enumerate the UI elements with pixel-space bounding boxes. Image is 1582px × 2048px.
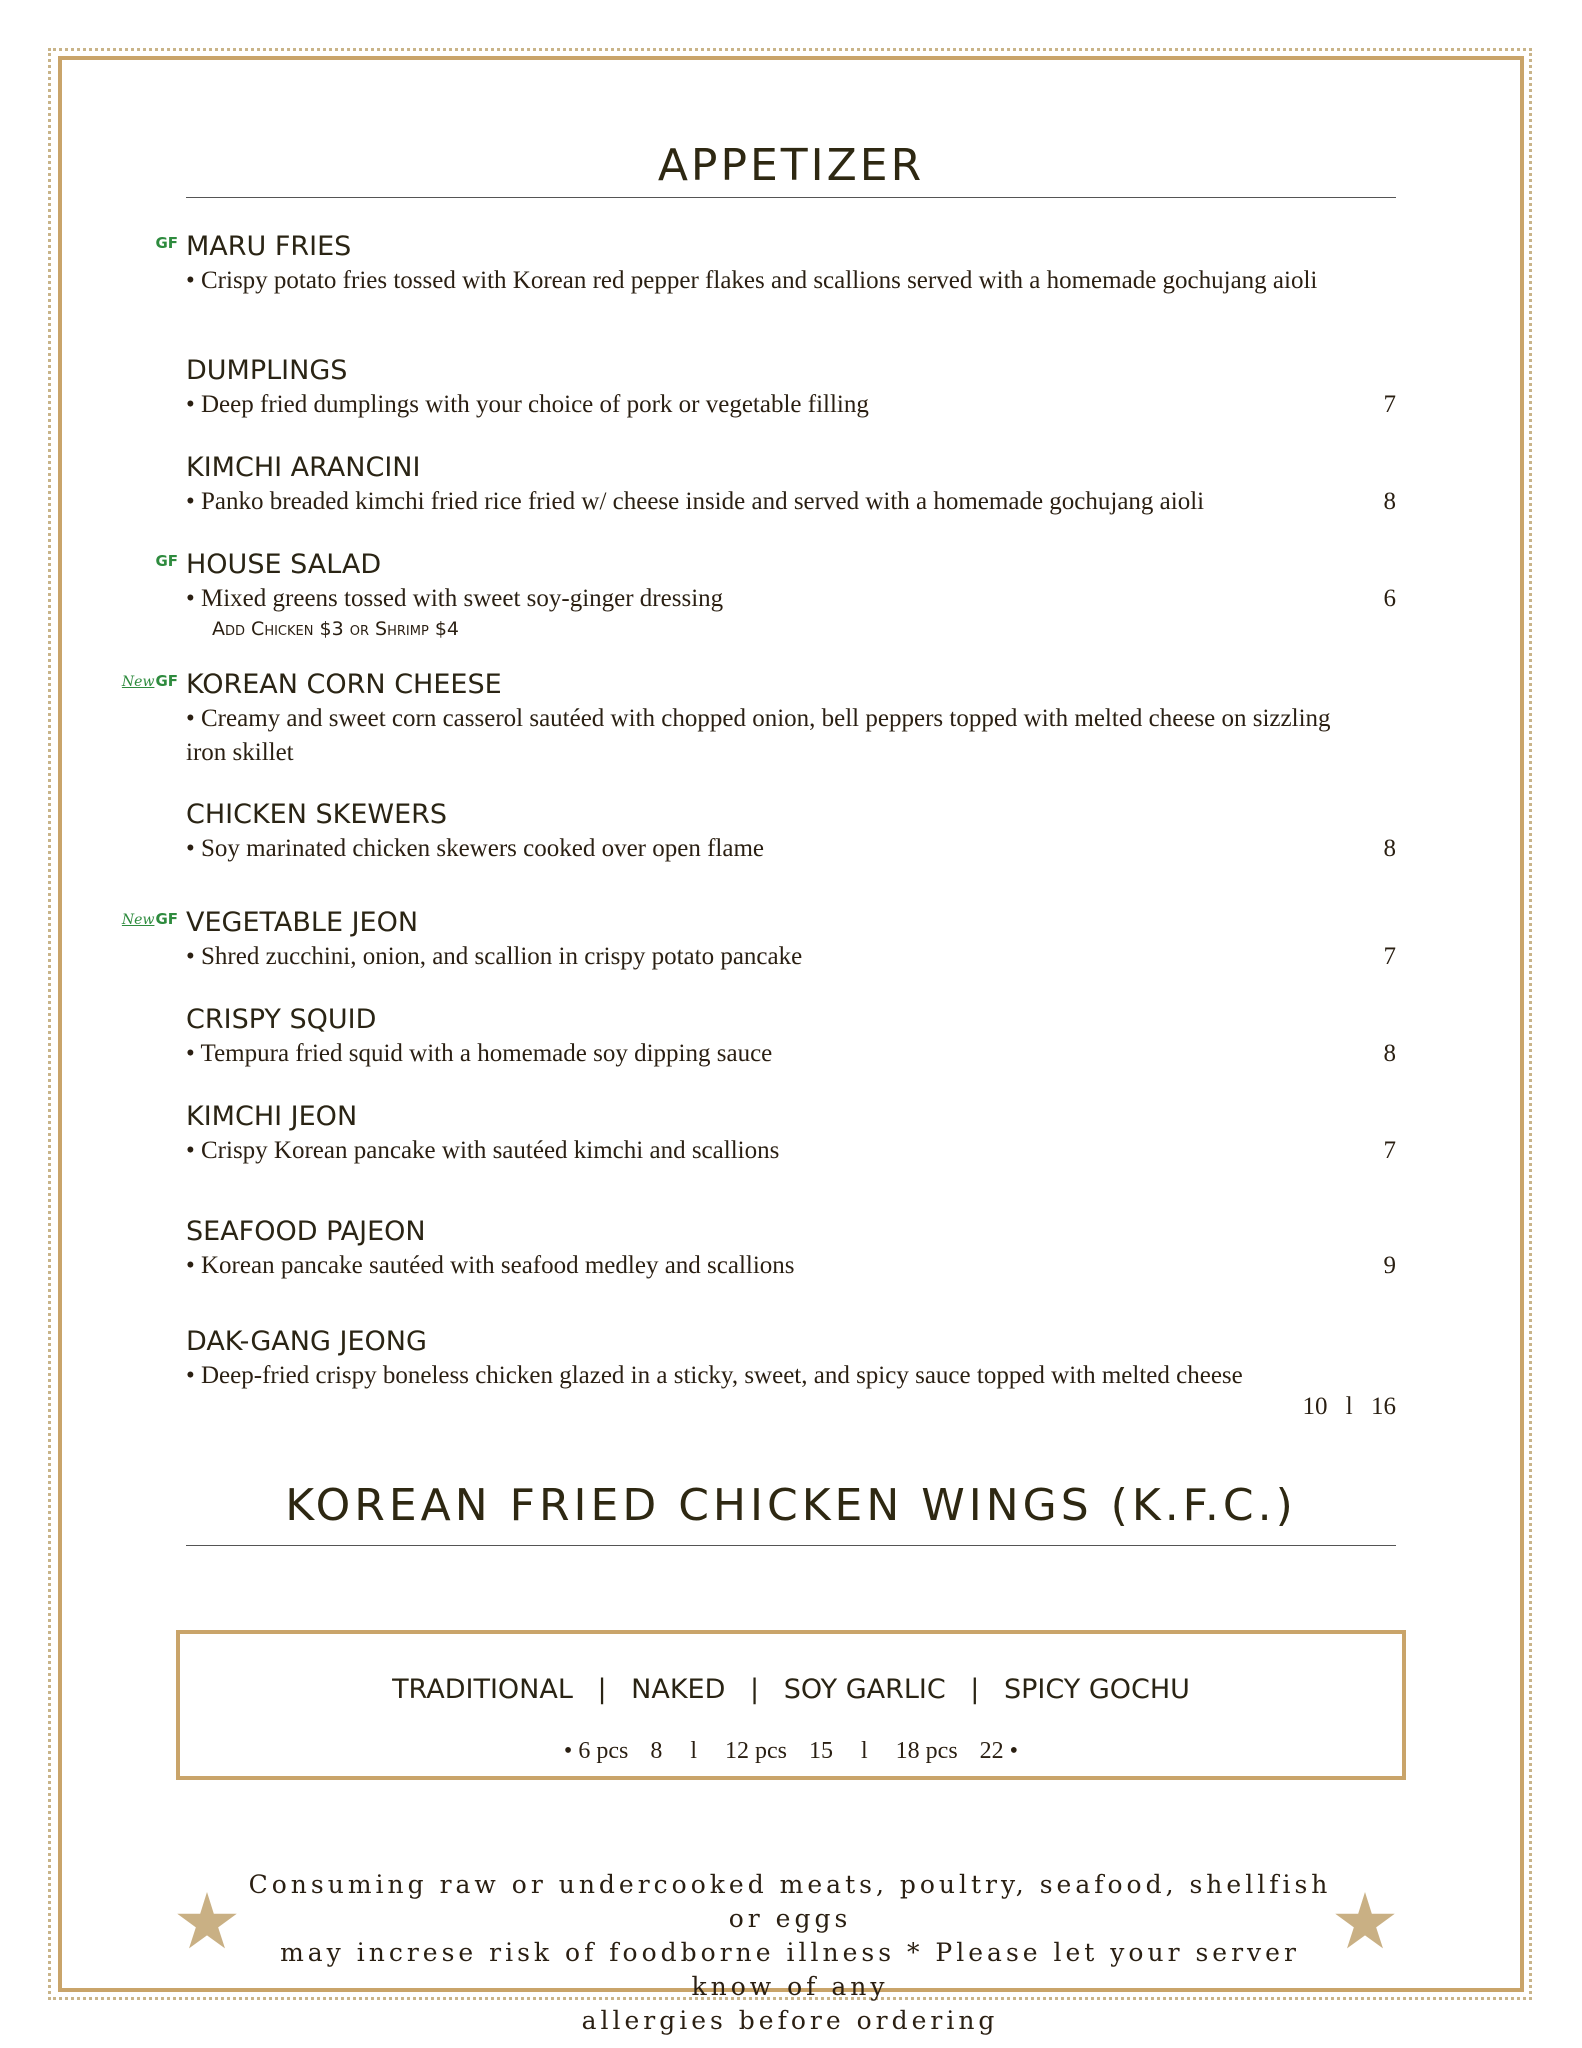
- flavor-naked: NAKED: [631, 1674, 726, 1705]
- kfc-title: KOREAN FRIED CHICKEN WINGS (K.F.C.): [285, 1480, 1297, 1531]
- item-description: • Tempura fried squid with a homemade soy dipping sauce: [186, 1040, 773, 1067]
- item-description: • Creamy and sweet corn casserol sautéed with chopped onion, bell peppers topped with melted cheese on sizzling iron skillet: [186, 705, 1331, 766]
- allergy-disclaimer: [240, 1868, 1340, 2038]
- item-name: VEGETABLE JEON: [186, 907, 419, 938]
- menu-item-seafood-pajeon: [186, 1215, 1396, 1283]
- price-separator: l: [1345, 1393, 1353, 1420]
- portion-pricing: [180, 1738, 1402, 1765]
- item-price: 9: [1383, 1252, 1396, 1279]
- flavor-spicy-gochu: SPICY GOCHU: [1004, 1674, 1190, 1705]
- item-price: 7: [1383, 1137, 1396, 1164]
- item-name: DAK-GANG JEONG: [186, 1326, 427, 1357]
- item-price: 6: [1383, 585, 1396, 612]
- menu-item-kimchi-arancini: [186, 451, 1396, 519]
- flavor-soy-garlic: SOY GARLIC: [783, 1674, 946, 1705]
- kfc-options-box: [176, 1630, 1406, 1780]
- item-name: HOUSE SALAD: [186, 549, 382, 580]
- item-description: • Shred zucchini, onion, and scallion in crispy potato pancake: [186, 943, 803, 970]
- item-name: SEAFOOD PAJEON: [186, 1216, 426, 1247]
- portion-6: 6 pcs 8: [578, 1738, 663, 1764]
- disclaimer-line: allergies before ordering: [581, 2006, 999, 2035]
- portion-separator: l: [861, 1738, 868, 1764]
- item-price: 8: [1383, 835, 1396, 862]
- price-large: 16: [1371, 1393, 1396, 1420]
- gf-badge: GF: [155, 552, 178, 570]
- item-price: 7: [1383, 943, 1396, 970]
- appetizer-title: APPETIZER: [657, 140, 925, 191]
- item-description: • Panko breaded kimchi fried rice fried w/ cheese inside and served with a homemade gochujang aioli: [186, 488, 1205, 515]
- item-name: CHICKEN SKEWERS: [186, 799, 448, 830]
- item-description: • Crispy potato fries tossed with Korean red pepper flakes and scallions served with a homemade gochujang aioli: [186, 267, 1318, 294]
- flavor-separator: |: [597, 1674, 607, 1705]
- item-description: • Korean pancake sautéed with seafood medley and scallions: [186, 1252, 795, 1279]
- menu-item-dak-gang-jeong: [186, 1325, 1396, 1427]
- portion-18: 18 pcs 22: [895, 1738, 1004, 1764]
- item-price: 7: [1383, 391, 1396, 418]
- new-gf-badge: NewGF: [121, 672, 178, 690]
- item-price: 8: [1383, 1040, 1396, 1067]
- item-description: • Mixed greens tossed with sweet soy-ginger dressing: [186, 585, 724, 612]
- menu-item-dumplings: [186, 354, 1396, 422]
- portion-12: 12 pcs 15: [725, 1738, 833, 1764]
- menu-item-maru-fries: [155, 230, 1396, 298]
- item-description: • Deep-fried crispy boneless chicken glazed in a sticky, sweet, and spicy sauce topped with melted cheese: [186, 1362, 1243, 1389]
- item-name: MARU FRIES: [186, 231, 352, 262]
- appetizer-divider: [186, 197, 1396, 198]
- menu-item-house-salad: [155, 548, 1396, 642]
- price-small: 10: [1302, 1393, 1328, 1420]
- item-description: • Crispy Korean pancake with sautéed kimchi and scallions: [186, 1137, 780, 1164]
- flavor-list: [180, 1674, 1402, 1705]
- item-name: KIMCHI ARANCINI: [186, 452, 421, 483]
- item-description: • Deep fried dumplings with your choice of pork or vegetable filling: [186, 391, 869, 418]
- disclaimer-line: may increse risk of foodborne illness * Please let your server know of any: [280, 1938, 1300, 2001]
- disclaimer-line: Consuming raw or undercooked meats, poultry, seafood, shellfish or eggs: [248, 1870, 1332, 1933]
- gf-badge: GF: [155, 234, 178, 252]
- menu-item-kimchi-jeon: [186, 1100, 1396, 1168]
- item-name: KIMCHI JEON: [186, 1101, 358, 1132]
- menu-item-korean-corn-cheese: [121, 668, 1396, 770]
- item-name: DUMPLINGS: [186, 355, 348, 386]
- bullet: •: [563, 1738, 573, 1764]
- menu-item-vegetable-jeon: [121, 906, 1396, 974]
- menu-item-crispy-squid: [186, 1003, 1396, 1071]
- flavor-separator: |: [750, 1674, 760, 1705]
- bullet: •: [1009, 1738, 1019, 1764]
- item-name: CRISPY SQUID: [186, 1004, 377, 1035]
- kfc-divider: [186, 1545, 1396, 1546]
- menu-item-chicken-skewers: [186, 798, 1396, 866]
- flavor-separator: |: [970, 1674, 980, 1705]
- item-price-options: [1303, 1393, 1396, 1421]
- new-gf-badge: NewGF: [121, 910, 178, 928]
- item-addon: Add Chicken $3 or Shrimp $4: [212, 618, 460, 640]
- flavor-traditional: TRADITIONAL: [392, 1674, 573, 1705]
- item-price: 8: [1383, 488, 1396, 515]
- portion-separator: l: [690, 1738, 697, 1764]
- item-description: • Soy marinated chicken skewers cooked over open flame: [186, 835, 764, 862]
- item-name: KOREAN CORN CHEESE: [186, 669, 502, 700]
